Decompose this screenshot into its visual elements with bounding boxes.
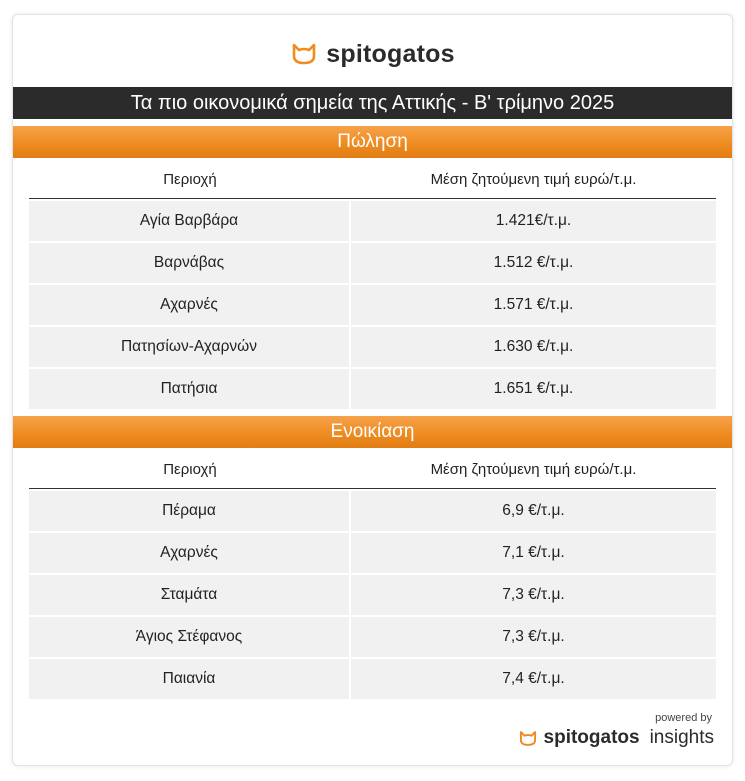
col-header-price: Μέση ζητούμενη τιμή ευρώ/τ.μ. <box>430 461 637 478</box>
price-cell: 7,3 €/τ.μ. <box>351 617 716 657</box>
price-cell: 1.512 €/τ.μ. <box>351 243 716 283</box>
table-row <box>29 369 716 409</box>
infographic-card <box>12 14 733 766</box>
price-cell: 1.651 €/τ.μ. <box>351 369 716 409</box>
price-cell: 1.630 €/τ.μ. <box>351 327 716 367</box>
table-row <box>29 327 716 367</box>
table-row <box>29 201 716 241</box>
col-header-area: Περιοχή <box>163 461 217 478</box>
table-row <box>29 491 716 531</box>
sale-table <box>29 161 716 409</box>
page-title: Τα πιο οικονομικά σημεία της Αττικής - Β' τρίμηνο 2025 <box>13 87 732 119</box>
table-row <box>29 659 716 699</box>
logo-text: spitogatos <box>326 39 455 68</box>
price-cell: 7,1 €/τ.μ. <box>351 533 716 573</box>
footer-brand: spitogatos <box>543 727 640 748</box>
footer-insights: insights <box>649 727 714 748</box>
price-cell: 6,9 €/τ.μ. <box>351 491 716 531</box>
area-cell: Βαρνάβας <box>29 243 349 283</box>
rent-section-header: Ενοικίαση <box>13 416 732 448</box>
table-row <box>29 617 716 657</box>
table-row <box>29 285 716 325</box>
area-cell: Πέραμα <box>29 491 349 531</box>
price-cell: 7,4 €/τ.μ. <box>351 659 716 699</box>
col-header-price: Μέση ζητούμενη τιμή ευρώ/τ.μ. <box>430 171 637 188</box>
cat-head-icon <box>518 730 538 747</box>
area-cell: Σταμάτα <box>29 575 349 615</box>
area-cell: Αχαρνές <box>29 533 349 573</box>
table-row <box>29 243 716 283</box>
powered-by-label: powered by <box>655 712 712 724</box>
area-cell: Πατήσια <box>29 369 349 409</box>
sale-section-header: Πώληση <box>13 126 732 158</box>
spitogatos-insights-logo <box>518 727 714 749</box>
price-cell: 1.571 €/τ.μ. <box>351 285 716 325</box>
rent-table <box>29 451 716 699</box>
cat-head-icon <box>290 42 318 66</box>
rent-table-header <box>29 451 716 489</box>
area-cell: Αχαρνές <box>29 285 349 325</box>
price-cell: 1.421€/τ.μ. <box>351 201 716 241</box>
area-cell: Παιανία <box>29 659 349 699</box>
table-row <box>29 533 716 573</box>
area-cell: Αγία Βαρβάρα <box>29 201 349 241</box>
table-row <box>29 575 716 615</box>
spitogatos-logo <box>13 37 732 71</box>
price-cell: 7,3 €/τ.μ. <box>351 575 716 615</box>
sale-table-header <box>29 161 716 199</box>
area-cell: Πατησίων-Αχαρνών <box>29 327 349 367</box>
area-cell: Άγιος Στέφανος <box>29 617 349 657</box>
col-header-area: Περιοχή <box>163 171 217 188</box>
